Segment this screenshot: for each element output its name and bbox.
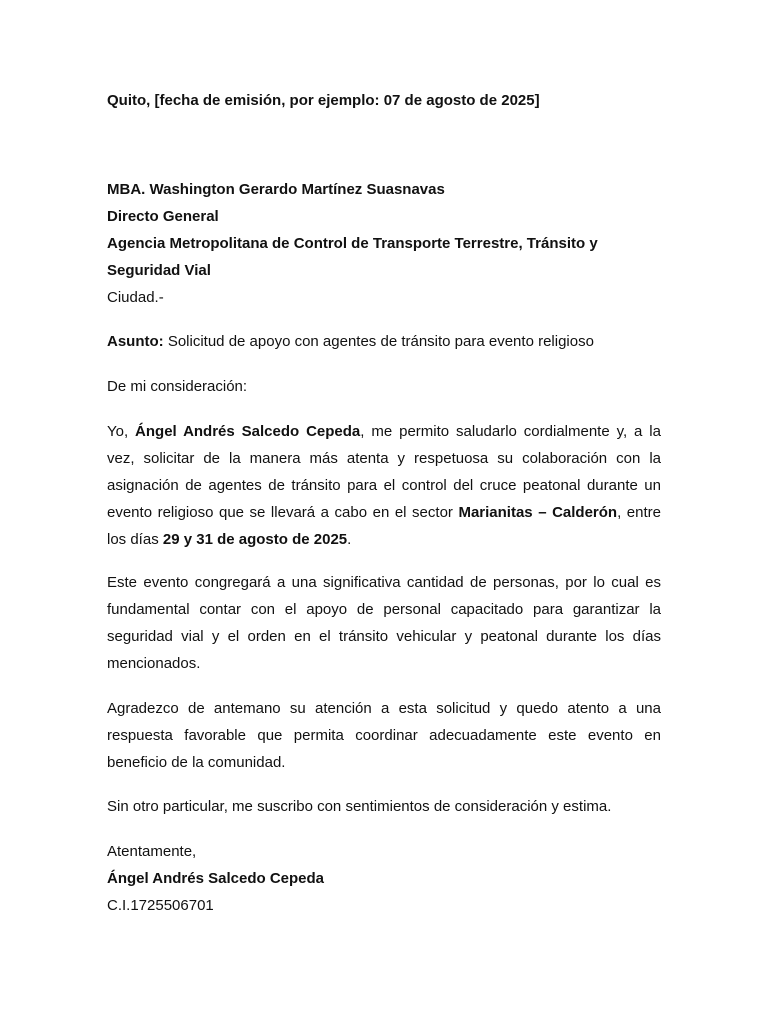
recipient-org-line1: Agencia Metropolitana de Control de Transporte Terrestre, Tránsito y	[107, 235, 598, 252]
subject-line	[107, 328, 661, 355]
signature-block	[107, 838, 661, 919]
paragraph-request	[107, 418, 661, 553]
recipient-name: MBA. Washington Gerardo Martínez Suasnavas	[107, 181, 445, 198]
sender-name-inline: Ángel Andrés Salcedo Cepeda	[135, 423, 361, 440]
subject-text: Solicitud de apoyo con agentes de tránsito para evento religioso	[163, 333, 594, 350]
closing-sentence: Sin otro particular, me suscribo con sentimientos de consideración y estima.	[107, 798, 612, 815]
recipient-role: Directo General	[107, 208, 219, 225]
greeting: De mi consideración:	[107, 378, 248, 395]
recipient-org-line2: Seguridad Vial	[107, 262, 211, 279]
paragraph-event: Este evento congregará a una significativa cantidad de personas, por lo cual es fundamental contar con el apoyo de personal capacitado para garantizar la seguridad vial y el orden en el tránsito vehicular y peatonal durante los días mencionados.	[107, 574, 661, 672]
signoff: Atentamente,	[107, 843, 197, 860]
subject-label: Asunto:	[107, 333, 164, 350]
event-place: Marianitas – Calderón	[458, 504, 618, 521]
recipient-city: Ciudad.-	[107, 289, 164, 306]
recipient-block	[107, 176, 661, 311]
paragraph-thanks: Agradezco de antemano su atención a esta solicitud y quedo atento a una respuesta favorable que permita coordinar adecuadamente este evento en beneficio de la comunidad.	[107, 700, 661, 771]
signer-id: C.I.1725506701	[107, 897, 214, 914]
paragraph-request-part1: Yo,	[107, 423, 136, 440]
signer-name: Ángel Andrés Salcedo Cepeda	[107, 870, 325, 887]
paragraph-request-part4: .	[347, 531, 352, 548]
event-dates: 29 y 31 de agosto de 2025	[162, 531, 348, 548]
letter-date: Quito, [fecha de emisión, por ejemplo: 07 de agosto de 2025]	[107, 92, 540, 109]
paragraph-request-part3: , entre los días	[107, 504, 661, 548]
paragraph-request-part2: , me permito saludarlo cordialmente y, a la vez, solicitar de la manera más atenta y respetuosa su colaboración con la asignación de agentes de tránsito para el control del cruce peatonal durante un evento religioso que se llevará a cabo en el sector	[107, 423, 661, 521]
